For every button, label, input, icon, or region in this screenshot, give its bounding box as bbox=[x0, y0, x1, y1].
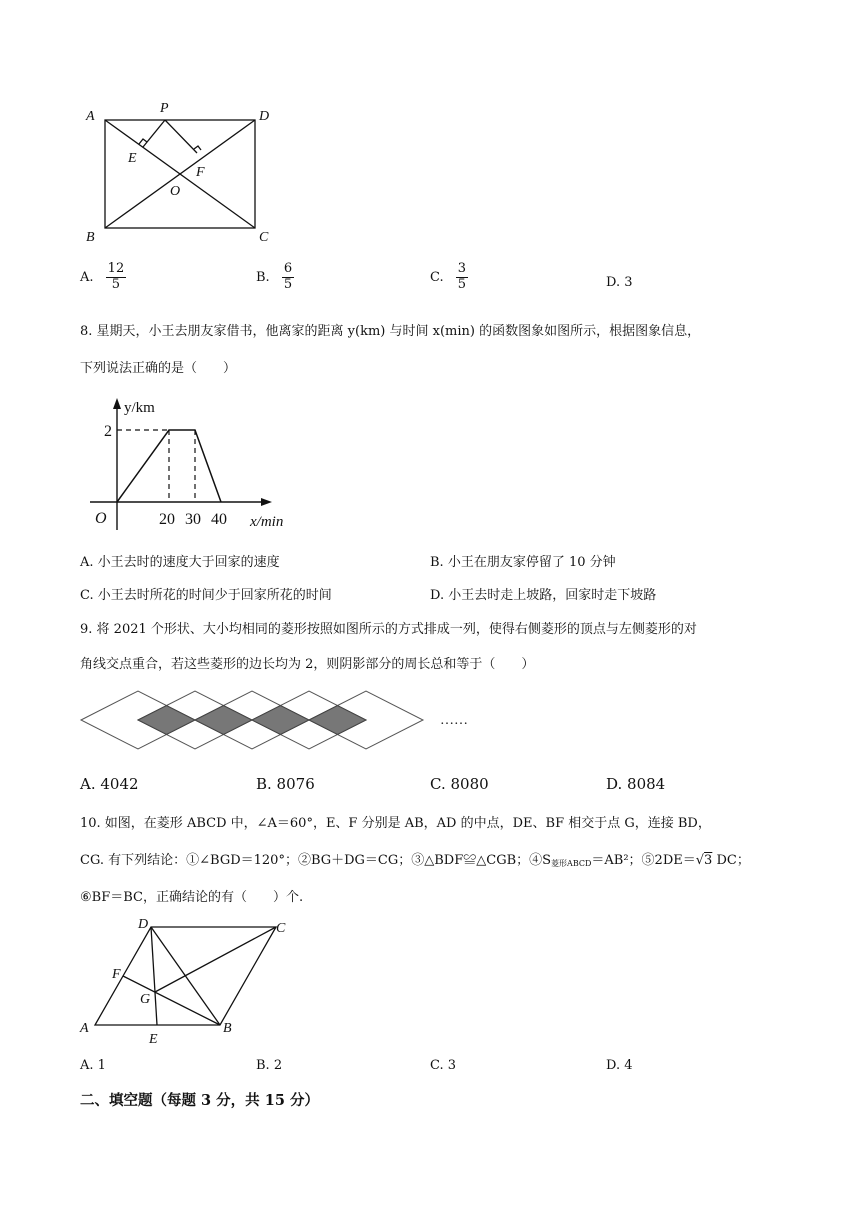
q9-text-line1: 9. 将 2021 个形状、大小均相同的菱形按照如图所示的方式排成一列，使得右侧菱形的顶点与左侧菱形的对 bbox=[80, 622, 697, 637]
label-a: A bbox=[86, 109, 95, 124]
shaded-region-1 bbox=[138, 706, 195, 735]
label-a: A bbox=[80, 1021, 89, 1036]
label-b: B bbox=[86, 230, 95, 245]
q10-text-line3: ⑥BF＝BC，正确结论的有（ ）个. bbox=[80, 890, 304, 905]
denominator: 5 bbox=[283, 276, 293, 292]
q9-option-b[interactable]: B. 8076 bbox=[256, 775, 315, 793]
q7-option-d[interactable]: D. 3 bbox=[606, 275, 633, 290]
section-title: 二、填空题（每题 3 分，共 15 分） bbox=[80, 1092, 319, 1109]
q7-option-b[interactable] bbox=[256, 262, 294, 293]
label-g: G bbox=[140, 992, 151, 1007]
q9-rhombus-row-figure bbox=[78, 688, 478, 754]
label-e: E bbox=[128, 151, 137, 166]
q7-figure bbox=[80, 92, 280, 248]
denominator: 5 bbox=[457, 276, 467, 292]
shaded-region-3 bbox=[252, 706, 309, 735]
label-d: D bbox=[138, 917, 149, 932]
segment-pe bbox=[143, 120, 165, 147]
q9-option-d[interactable]: D. 8084 bbox=[606, 775, 666, 793]
option-letter: B. bbox=[256, 269, 270, 285]
fraction bbox=[456, 262, 468, 293]
q10-text-line1: 10. 如图，在菱形 ABCD 中，∠A＝60°，E、F 分别是 AB，AD 的中点，DE、BF 相交于点 G，连接 BD， bbox=[80, 816, 711, 831]
continuation-ellipsis: …… bbox=[440, 713, 468, 728]
x-tick-label-20: 20 bbox=[159, 511, 175, 528]
option-letter: C. bbox=[430, 269, 444, 285]
q8-option-d[interactable]: D. 小王去时走上坡路，回家时走下坡路 bbox=[430, 588, 657, 603]
q9-option-a[interactable]: A. 4042 bbox=[80, 775, 139, 793]
fraction bbox=[282, 262, 294, 293]
label-p: P bbox=[160, 101, 169, 116]
q8-text-line1: 8. 星期天，小王去朋友家借书，他离家的距离 y(km) 与时间 x(min) 的函数图象如图所示，根据图象信息， bbox=[80, 324, 701, 339]
x-tick-label-30: 30 bbox=[185, 511, 201, 528]
q9-option-c[interactable]: C. 8080 bbox=[430, 775, 489, 793]
shaded-region-4 bbox=[309, 706, 366, 735]
q8-function-graph bbox=[80, 390, 310, 540]
q10-text-line2 bbox=[80, 849, 750, 869]
q10-line2-part-c: DC； bbox=[712, 853, 750, 868]
q10-option-a[interactable]: A. 1 bbox=[80, 1058, 106, 1073]
denominator: 5 bbox=[111, 276, 121, 292]
x-axis-label: x/min bbox=[250, 514, 284, 530]
x-tick-label-40: 40 bbox=[211, 511, 227, 528]
y-axis-arrow bbox=[113, 398, 121, 409]
q10-sqrt-radicand: 3 bbox=[704, 853, 713, 868]
label-f: F bbox=[196, 165, 205, 180]
origin-label: O bbox=[95, 510, 107, 527]
label-o: O bbox=[170, 184, 181, 199]
y-axis-label: y/km bbox=[124, 400, 155, 416]
q8-option-a[interactable]: A. 小王去时的速度大于回家的速度 bbox=[80, 555, 280, 570]
numerator: 12 bbox=[107, 261, 125, 276]
segment-de bbox=[151, 927, 157, 1025]
q10-option-c[interactable]: C. 3 bbox=[430, 1058, 457, 1073]
label-b: B bbox=[223, 1021, 232, 1036]
q10-option-b[interactable]: B. 2 bbox=[256, 1058, 283, 1073]
q7-option-c[interactable] bbox=[430, 262, 468, 293]
label-c: C bbox=[259, 230, 269, 245]
q9-text-line2: 角线交点重合，若这些菱形的边长均为 2，则阴影部分的周长总和等于（ ） bbox=[80, 657, 535, 672]
q10-rhombus-figure bbox=[78, 912, 298, 1046]
sqrt-symbol: √ bbox=[695, 853, 705, 868]
label-c: C bbox=[276, 921, 286, 936]
q10-area-subscript: 菱形ABCD bbox=[551, 859, 592, 868]
label-d: D bbox=[259, 109, 270, 124]
option-letter: A. bbox=[80, 269, 94, 285]
label-f: F bbox=[112, 967, 121, 982]
shaded-region-2 bbox=[195, 706, 252, 735]
segment-pf bbox=[165, 120, 197, 153]
fraction bbox=[106, 262, 127, 293]
y-tick-label-2: 2 bbox=[104, 423, 112, 440]
right-angle-mark-f bbox=[194, 146, 201, 150]
numerator: 3 bbox=[457, 261, 467, 276]
q8-option-c[interactable]: C. 小王去时所花的时间少于回家所花的时间 bbox=[80, 588, 332, 603]
q10-option-d[interactable]: D. 4 bbox=[606, 1058, 633, 1073]
q10-line2-part-b: ＝AB²；⑤2DE＝ bbox=[591, 853, 696, 868]
q8-text-line2: 下列说法正确的是（ ） bbox=[80, 361, 237, 376]
label-e: E bbox=[149, 1032, 158, 1046]
q7-option-a[interactable] bbox=[80, 262, 126, 293]
numerator: 6 bbox=[283, 261, 293, 276]
x-axis-arrow bbox=[261, 498, 272, 506]
q10-line2-part-a: CG. 有下列结论：①∠BGD＝120°；②BG＋DG＝CG；③△BDF≌△CGB；④S bbox=[80, 853, 552, 868]
q8-option-b[interactable]: B. 小王在朋友家停留了 10 分钟 bbox=[430, 555, 616, 570]
